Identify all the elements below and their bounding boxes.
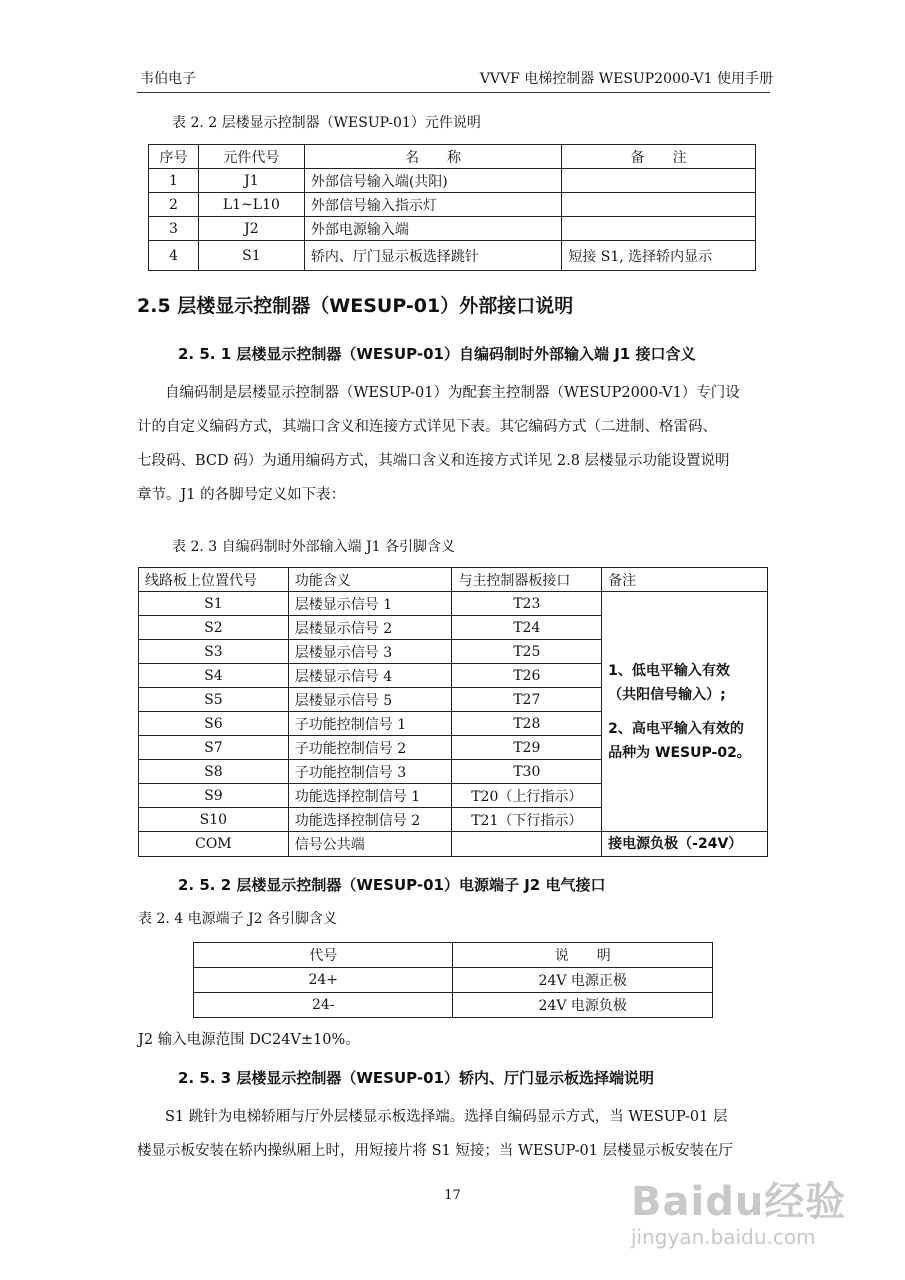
table-header-row xyxy=(139,568,768,592)
paragraph-line: S1 跳针为电梯轿厢与厅外层楼显示板选择端。选择自编码显示方式，当 WESUP-01 层 xyxy=(165,1109,728,1125)
table-cell: T30 xyxy=(452,760,602,784)
section-2-5-1-heading: 2. 5. 1 层楼显示控制器（WESUP-01）自编码制时外部输入端 J1 接口含义 xyxy=(178,345,696,363)
table-cell: T23 xyxy=(452,592,602,616)
table-cell: T21（下行指示） xyxy=(452,808,602,832)
paragraph-line: 计的自定义编码方式，其端口含义和连接方式详见下表。其它编码方式（二进制、格雷码、 xyxy=(137,419,717,435)
header-cell: 序号 xyxy=(149,145,199,169)
table-cell: 子功能控制信号 1 xyxy=(288,712,452,736)
table-cell xyxy=(562,193,756,217)
table-cell: J1 xyxy=(198,169,304,193)
table-cell: 层楼显示信号 2 xyxy=(288,616,452,640)
table-cell: L1~L10 xyxy=(198,193,304,217)
table-row xyxy=(149,169,756,193)
table-cell: S6 xyxy=(139,712,289,736)
table-cell: 层楼显示信号 4 xyxy=(288,664,452,688)
table-row xyxy=(149,217,756,241)
table-cell: T29 xyxy=(452,736,602,760)
table-cell: 层楼显示信号 3 xyxy=(288,640,452,664)
note-line: 1、低电平输入有效 xyxy=(608,662,730,679)
table-cell: 24- xyxy=(194,993,453,1018)
section-2-5-heading: 2.5 层楼显示控制器（WESUP-01）外部接口说明 xyxy=(137,295,574,317)
header-cell: 备 注 xyxy=(562,145,756,169)
header-company: 韦伯电子 xyxy=(140,71,196,87)
header-cell: 线路板上位置代号 xyxy=(139,568,289,592)
header-divider xyxy=(137,92,770,93)
table-cell: 层楼显示信号 5 xyxy=(288,688,452,712)
table-cell: S10 xyxy=(139,808,289,832)
table-row xyxy=(149,241,756,271)
table24-caption: 表 2. 4 电源端子 J2 各引脚含义 xyxy=(138,911,338,927)
table-cell: 功能选择控制信号 2 xyxy=(288,808,452,832)
section-2-5-3-paragraph xyxy=(137,1100,773,1168)
table-cell: T28 xyxy=(452,712,602,736)
table-cell: 3 xyxy=(149,217,199,241)
table23-caption: 表 2. 3 自编码制时外部输入端 J1 各引脚含义 xyxy=(172,539,456,555)
table-cell: T26 xyxy=(452,664,602,688)
table-cell: 4 xyxy=(149,241,199,271)
page-number: 17 xyxy=(444,1188,461,1203)
table-cell: 层楼显示信号 1 xyxy=(288,592,452,616)
table-row xyxy=(149,193,756,217)
table-cell: 24V 电源正极 xyxy=(453,968,713,993)
table-cell xyxy=(562,217,756,241)
table22-caption: 表 2. 2 层楼显示控制器（WESUP-01）元件说明 xyxy=(172,115,481,131)
table-cell: 功能选择控制信号 1 xyxy=(288,784,452,808)
table-cell: 24V 电源负极 xyxy=(453,993,713,1018)
table-cell: 外部电源输入端 xyxy=(304,217,561,241)
table-cell: S1 xyxy=(139,592,289,616)
header-manual-title: VVVF 电梯控制器 WESUP2000-V1 使用手册 xyxy=(479,71,773,87)
table-cell: 信号公共端 xyxy=(288,832,452,857)
table-cell: 子功能控制信号 3 xyxy=(288,760,452,784)
header-cell: 功能含义 xyxy=(288,568,452,592)
header-cell: 名 称 xyxy=(304,145,561,169)
table-row xyxy=(194,993,713,1018)
table-row xyxy=(139,832,768,857)
table-cell xyxy=(452,832,602,857)
table22 xyxy=(148,144,756,271)
header-cell: 元件代号 xyxy=(198,145,304,169)
table-cell: S7 xyxy=(139,736,289,760)
paragraph-line: 楼显示板安装在轿内操纵厢上时，用短接片将 S1 短接；当 WESUP-01 层楼显示板安装在厅 xyxy=(137,1143,734,1159)
baidu-watermark xyxy=(631,1170,861,1270)
note-line: 2、高电平输入有效的 xyxy=(608,720,744,737)
table-row xyxy=(194,968,713,993)
table-cell: 外部信号输入指示灯 xyxy=(304,193,561,217)
note-line: （共阳信号输入）; xyxy=(608,686,726,703)
table-cell: 短接 S1, 选择轿内显示 xyxy=(562,241,756,271)
table-cell: S9 xyxy=(139,784,289,808)
table-cell: 接电源负极（-24V） xyxy=(602,832,768,857)
table-cell: T24 xyxy=(452,616,602,640)
table-row xyxy=(139,592,768,616)
table-cell xyxy=(562,169,756,193)
table-header-row xyxy=(149,145,756,169)
table-cell: 子功能控制信号 2 xyxy=(288,736,452,760)
table24 xyxy=(193,942,713,1018)
table-cell: COM xyxy=(139,832,289,857)
table-cell: J2 xyxy=(198,217,304,241)
table-cell: 轿内、厅门显示板选择跳针 xyxy=(304,241,561,271)
paragraph-line: 自编码制是层楼显示控制器（WESUP-01）为配套主控制器（WESUP2000-V1）专门设 xyxy=(165,385,740,401)
paragraph-line: 章节。J1 的各脚号定义如下表： xyxy=(137,487,346,503)
table-cell: 外部信号输入端(共阳) xyxy=(304,169,561,193)
header-cell: 代号 xyxy=(194,943,453,968)
j2-input-range-note: J2 输入电源范围 DC24V±10%。 xyxy=(138,1032,360,1048)
table23 xyxy=(138,567,768,857)
paragraph-line: 七段码、BCD 码）为通用编码方式，其端口含义和连接方式详见 2.8 层楼显示功能设置说明 xyxy=(137,453,730,469)
table-cell: S2 xyxy=(139,616,289,640)
table-cell: T20（上行指示） xyxy=(452,784,602,808)
table-header-row xyxy=(194,943,713,968)
table-cell: T25 xyxy=(452,640,602,664)
table-cell: 1 xyxy=(149,169,199,193)
watermark-brand: Baidu经验 xyxy=(631,1179,847,1225)
table-cell: S4 xyxy=(139,664,289,688)
section-2-5-1-paragraph xyxy=(137,376,773,512)
header-cell: 备注 xyxy=(602,568,768,592)
table-cell: 2 xyxy=(149,193,199,217)
header-cell: 与主控制器板接口 xyxy=(452,568,602,592)
section-2-5-2-heading: 2. 5. 2 层楼显示控制器（WESUP-01）电源端子 J2 电气接口 xyxy=(178,876,606,894)
table-cell: S8 xyxy=(139,760,289,784)
note-line: 品种为 WESUP-02。 xyxy=(608,744,751,761)
watermark-url: jingyan.baidu.com xyxy=(631,1225,816,1249)
table-cell: S1 xyxy=(198,241,304,271)
header-cell: 说 明 xyxy=(453,943,713,968)
table-cell: S3 xyxy=(139,640,289,664)
remarks-cell xyxy=(602,592,768,832)
table-cell: 24+ xyxy=(194,968,453,993)
table-cell: S5 xyxy=(139,688,289,712)
section-2-5-3-heading: 2. 5. 3 层楼显示控制器（WESUP-01）轿内、厅门显示板选择端说明 xyxy=(178,1069,654,1087)
table-cell: T27 xyxy=(452,688,602,712)
